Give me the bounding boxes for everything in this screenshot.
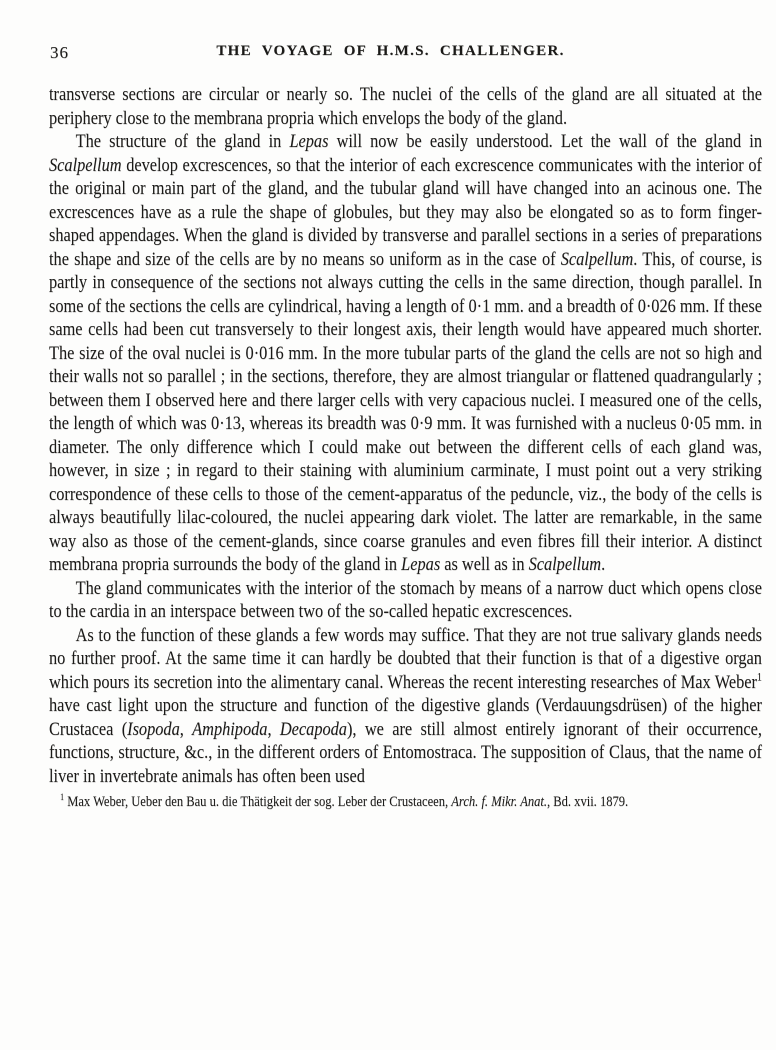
superscript-marker: 1 — [756, 670, 762, 684]
page-number: 36 — [50, 43, 69, 62]
paragraph-gland-duct — [49, 577, 762, 624]
text-run: ), we are still almost entirely ignorant of their occurrence, functions, structure, &c., in the different orders of Entomostraca. The supposition of Claus, that the name of liver in invertebrate animals has often been used — [49, 718, 762, 787]
italic-text: Scalpellum — [560, 248, 634, 270]
text-run: develop excrescences, so that the interior of each excrescence communicates with the interior of the original or main part of the gland, and the tubular gland will have changed into an acinous one. The excrescences have as a rule the shape of globules, but they may also be elongated so as to form finger-shaped appendages. When the gland is divided by transverse and parallel sections in a series of preparations the shape and size of the cells are by no means so uniform as in the case of — [49, 154, 762, 270]
italic-text: Scalpellum — [49, 154, 122, 176]
text-run: Max Weber, Ueber den Bau u. die Thätigkeit der sog. Leber der Crustaceen, — [64, 794, 452, 810]
paragraph-gland-structure — [49, 130, 762, 577]
text-run: as well as in — [440, 554, 529, 575]
text-run: , — [267, 718, 280, 740]
text-run: The structure of the gland in — [75, 131, 290, 152]
text-run: As to the function of these glands a few words may suffice. That they are not true salivary glands needs no further proof. At the same time it can hardly be doubted that their function is that of a digestive organ which pours its secretion into the alimentary canal. Whereas the recent interesting researches of Max Weber — [49, 624, 762, 693]
paragraph-gland-function — [49, 624, 762, 789]
text-run: . This, of course, is partly in consequence of the sections not always cutting the cells in the same direction, though parallel. In some of the sections the cells are cylindrical, having a length of 0·1 mm. and a breadth of 0·026 mm. If these same cells had been cut transversely to their longest axis, their length would have appeared much shorter. The size of the oval nuclei is 0·016 mm. In the more tubular parts of the gland the cells are not so high and their walls not so parallel ; in the sections, therefore, they are almost triangular or flattened quadrangularly ; between them I observed here and there larger cells with very capacious nuclei. I measured one of the cells, the length of which was 0·13, whereas its breadth was 0·9 mm. It was furnished with a nucleus 0·05 mm. in diameter. The only difference which I could make out between the different cells of each gland was, however, in size ; in regard to their staining with aluminium carminate, I must point out a very striking correspondence of these cells to those of the cement-apparatus of the peduncle, viz., the body of the cells is always beautifully lilac-coloured, the nuclei appearing dark violet. The latter are remarkable, in the same way also as those of the cement-glands, since coarse granules and even fibres fill their interior. A distinct membrana propria surrounds the body of the gland in — [49, 248, 762, 575]
italic-text: Lepas — [289, 131, 329, 152]
text-run: . — [601, 554, 606, 575]
italic-text: Arch. f. Mikr. Anat. — [451, 794, 548, 810]
text-run: have cast light upon the structure and function of the digestive glands (Verdauungsdrüsen) of the higher Crustacea ( — [49, 695, 762, 740]
text-run: , — [179, 718, 193, 740]
italic-text: Scalpellum — [528, 554, 602, 575]
italic-text: Isopoda — [127, 718, 180, 740]
paragraph-continued — [49, 83, 762, 130]
text-run: , Bd. xvii. 1879. — [547, 794, 629, 810]
italic-text: Lepas — [401, 554, 441, 575]
footnote — [49, 793, 762, 811]
running-title: THE VOYAGE OF H.M.S. CHALLENGER. — [216, 43, 565, 59]
superscript-marker: 1 — [60, 792, 65, 803]
text-run: transverse sections are circular or nearly so. The nuclei of the cells of the gland are all situated at the periphery close to the membrana propria which envelops the body of the gland. — [49, 84, 762, 129]
italic-text: Decapoda — [279, 718, 347, 740]
text-run: will now be easily understood. Let the wall of the gland in — [328, 131, 762, 152]
page-body-text — [49, 83, 762, 811]
italic-text: Amphipoda — [192, 718, 268, 740]
text-run: The gland communicates with the interior of the stomach by means of a narrow duct which opens close to the cardia in an interspace between two of the so-called hepatic excrescences. — [49, 577, 762, 622]
running-header — [49, 43, 762, 65]
